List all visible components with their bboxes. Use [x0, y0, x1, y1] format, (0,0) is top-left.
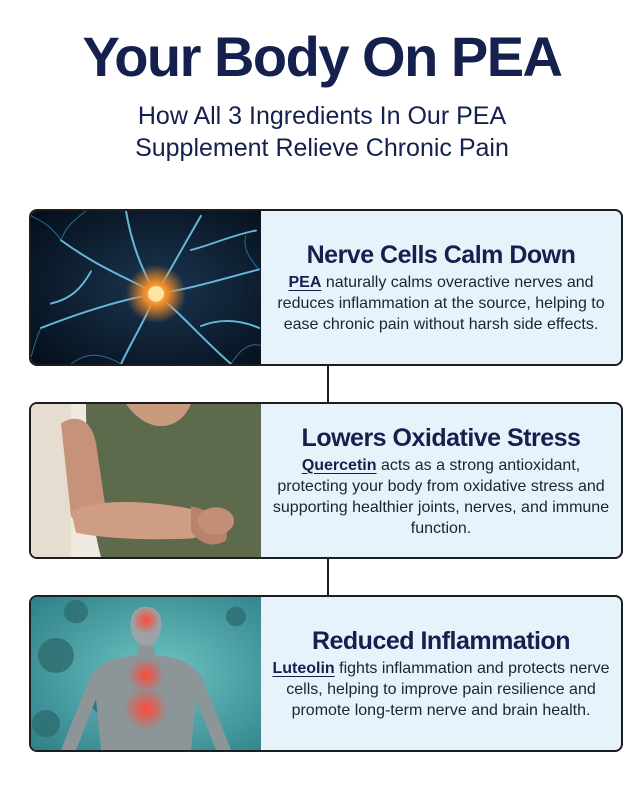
subtitle-line-1: How All 3 Ingredients In Our PEA [137, 102, 507, 130]
card-body [271, 272, 611, 335]
card-text [267, 404, 615, 557]
card-body [271, 455, 611, 539]
card-heading: Lowers Oxidative Stress [301, 423, 581, 452]
card-description: naturally calms overactive nerves and reduces inflammation at the source, helping to ease chronic pain without harsh side effects. [277, 274, 605, 333]
card-nerve-cells [29, 209, 623, 366]
page-title: Your Body On PEA [82, 25, 562, 88]
connector-line-1 [327, 366, 329, 403]
card-body [271, 658, 611, 721]
ingredient-name: PEA [288, 274, 322, 291]
card-description: acts as a strong antioxidant, protecting your body from oxidative stress and supporting healthier joints, nerves, and immune function. [272, 456, 610, 537]
card-text [267, 211, 615, 364]
ingredient-name: Luteolin [272, 660, 335, 677]
card-text [267, 597, 615, 750]
card-heading: Nerve Cells Calm Down [306, 241, 576, 269]
card-heading: Reduced Inflammation [311, 627, 571, 655]
ingredient-name: Quercetin [301, 456, 377, 474]
connector-line-2 [327, 559, 329, 596]
page-subtitle [0, 100, 644, 164]
person-image [31, 404, 261, 557]
card-oxidative-stress [29, 402, 623, 559]
card-inflammation [29, 595, 623, 752]
body-inflammation-image [31, 597, 261, 750]
neuron-image [31, 211, 261, 364]
card-description: fights inflammation and protects nerve cells, helping to improve pain resilience and promote long-term nerve and brain health. [286, 660, 610, 719]
subtitle-line-2: Supplement Relieve Chronic Pain [135, 134, 509, 162]
